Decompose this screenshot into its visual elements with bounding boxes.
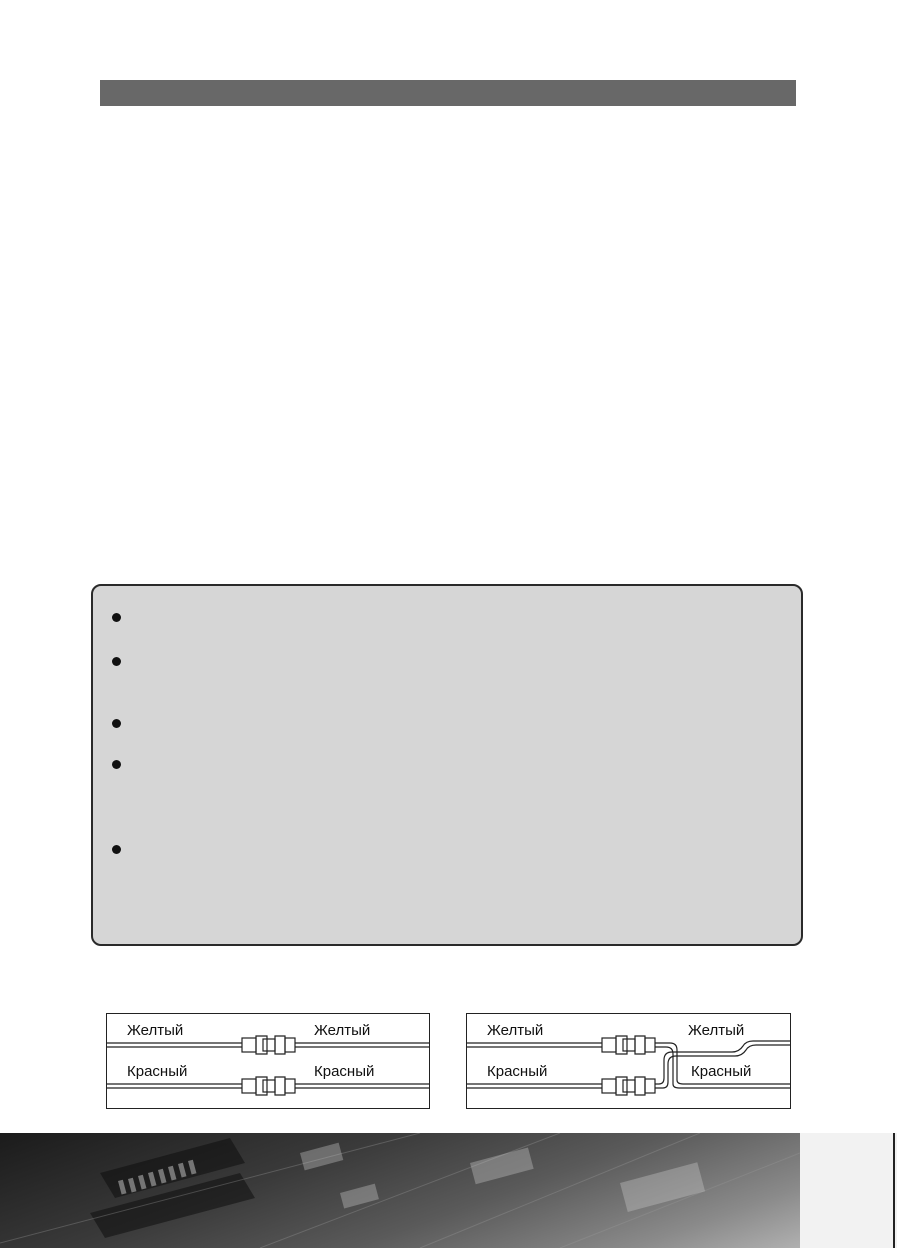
film-strip-graphic [0,1133,800,1248]
label-red-right: Красный [691,1063,752,1080]
bullet-3 [112,719,121,728]
footer-margin [800,1133,897,1248]
bullet-4 [112,760,121,769]
label-yellow-right: Желтый [688,1022,745,1039]
label-red-left: Красный [127,1063,188,1080]
diagram-straight-connection [106,1013,430,1109]
bullet-2 [112,657,121,666]
label-yellow-left: Желтый [487,1022,544,1039]
diagram-crossed-connection [466,1013,791,1109]
bullet-1 [112,613,121,622]
label-red-right: Красный [314,1063,375,1080]
label-red-left: Красный [487,1063,548,1080]
bullet-5 [112,845,121,854]
label-yellow-right: Желтый [314,1022,371,1039]
label-yellow-left: Желтый [127,1022,184,1039]
section-header-bar [100,80,796,106]
decorative-footer-band [0,1133,800,1248]
page-edge-line [893,1133,895,1248]
notes-box [91,584,803,946]
